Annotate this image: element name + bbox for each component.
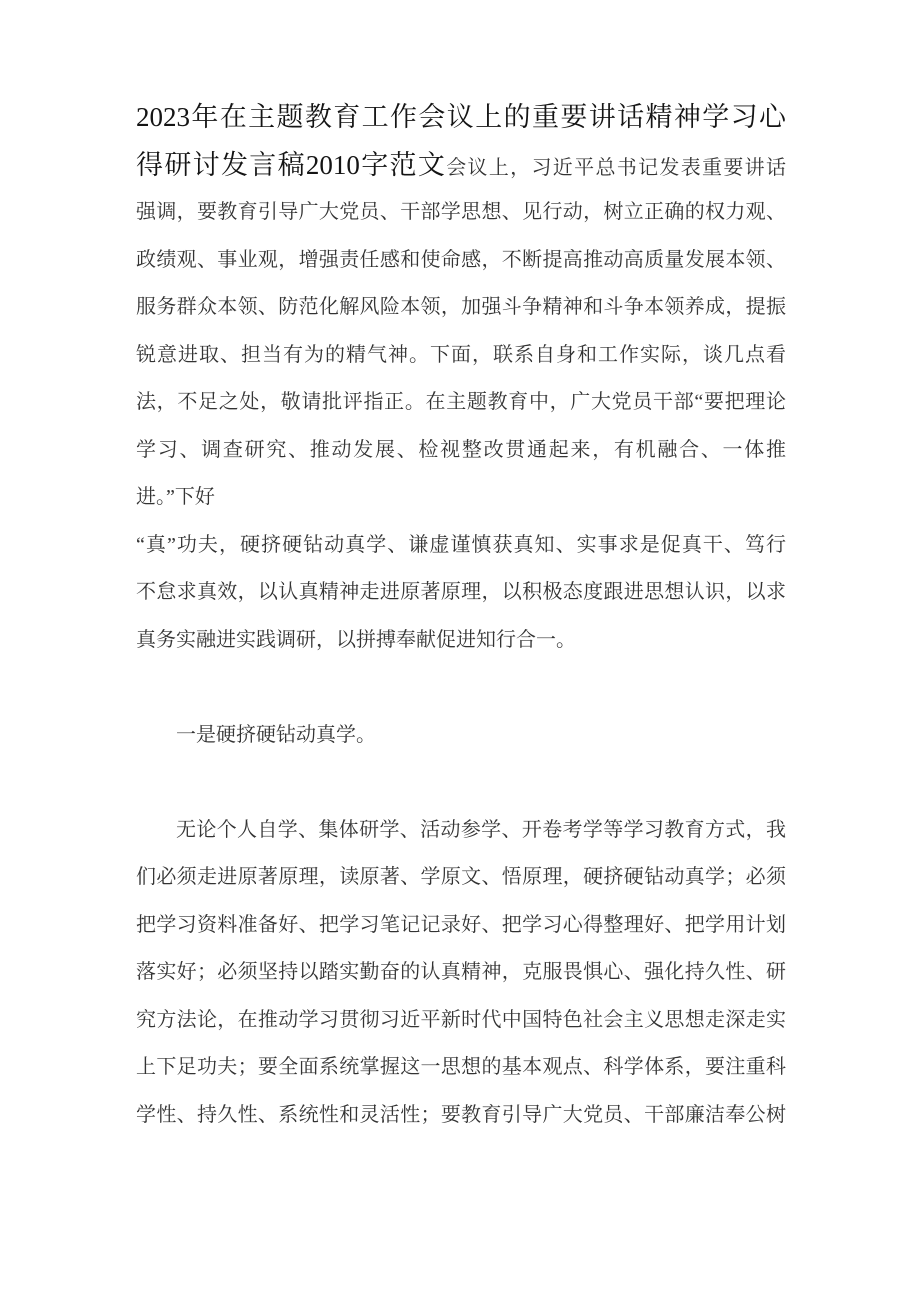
text-line (136, 379, 786, 427)
document-body-text: 锐意进取、担当有为的精气神。下面，联系自身和工作实际，谈几点看 (136, 343, 786, 366)
text-line (136, 997, 786, 1045)
text-line (136, 94, 786, 142)
text-line (136, 569, 786, 617)
document-body-text: 无论个人自学、集体研学、活动参学、开卷考学等学习教育方式，我 (176, 818, 786, 841)
text-line (136, 949, 786, 997)
text-line (136, 902, 786, 950)
document-body-text: 一是硬挤硬钻动真学。 (176, 723, 376, 746)
text-line (136, 617, 786, 665)
document-body-text: 把学习资料准备好、把学习笔记记录好、把学习心得整理好、把学用计划 (136, 913, 786, 936)
text-line (136, 1044, 786, 1092)
text-line (136, 237, 786, 285)
document-body-text: 会议上，习近平总书记发表重要讲话 (446, 156, 787, 179)
document-body-text: 上下足功夫；要全面系统掌握这一思想的基本观点、科学体系，要注重科 (136, 1056, 786, 1078)
document-body-text: 究方法论，在推动学习贯彻习近平新时代中国特色社会主义思想走深走实 (136, 1008, 786, 1031)
document-body-text: “真”功夫，硬挤硬钻动真学、谦虚谨慎获真知、实事求是促真干、笃行 (136, 533, 786, 556)
document-body-text: 服务群众本领、防范化解风险本领，加强斗争精神和斗争本领养成，提振 (136, 296, 786, 318)
document-body-text: 法，不足之处，敬请批评指正。在主题教育中，广大党员干部“要把理论 (136, 391, 786, 413)
text-line (136, 522, 786, 570)
document-body-text: 们必须走进原著原理，读原著、学原文、悟原理，硬挤硬钻动真学；必须 (136, 866, 786, 888)
text-line (136, 284, 786, 332)
document-body-text: 学性、持久性、系统性和灵活性；要教育引导广大党员、干部廉洁奉公树 (136, 1103, 786, 1126)
text-line (136, 427, 786, 475)
document-body-text: 政绩观、事业观，增强责任感和使命感，不断提高推动高质量发展本领、 (136, 248, 786, 271)
document-body-text: 不怠求真效，以认真精神走进原著原理，以积极态度跟进思想认识，以求 (136, 581, 786, 603)
document-body-text: 学习、调查研究、推动发展、检视整改贯通起来，有机融合、一体推 (136, 438, 786, 461)
text-block (136, 94, 786, 1139)
text-line (136, 189, 786, 237)
document-body-text: 真务实融进实践调研，以拼搏奉献促进知行合一。 (136, 628, 576, 651)
text-line (136, 332, 786, 380)
document-body-text: 强调，要教育引导广大党员、干部学思想、见行动，树立正确的权力观、 (136, 201, 786, 223)
text-line (136, 1092, 786, 1140)
document-title-text: 2023年在主题教育工作会议上的重要讲话精神学习心 (136, 102, 786, 132)
document-body-text: 落实好；必须坚持以踏实勤奋的认真精神，克服畏惧心、强化持久性、研 (136, 961, 786, 983)
text-line (136, 712, 786, 760)
document-title-text: 得研讨发言稿2010字范文 (136, 149, 447, 180)
document-body-text: 进。”下好 (136, 486, 215, 508)
text-line (136, 854, 786, 902)
blank-line (136, 759, 786, 807)
blank-line (136, 664, 786, 712)
text-line (136, 142, 786, 190)
text-line (136, 474, 786, 522)
text-line (136, 807, 786, 855)
